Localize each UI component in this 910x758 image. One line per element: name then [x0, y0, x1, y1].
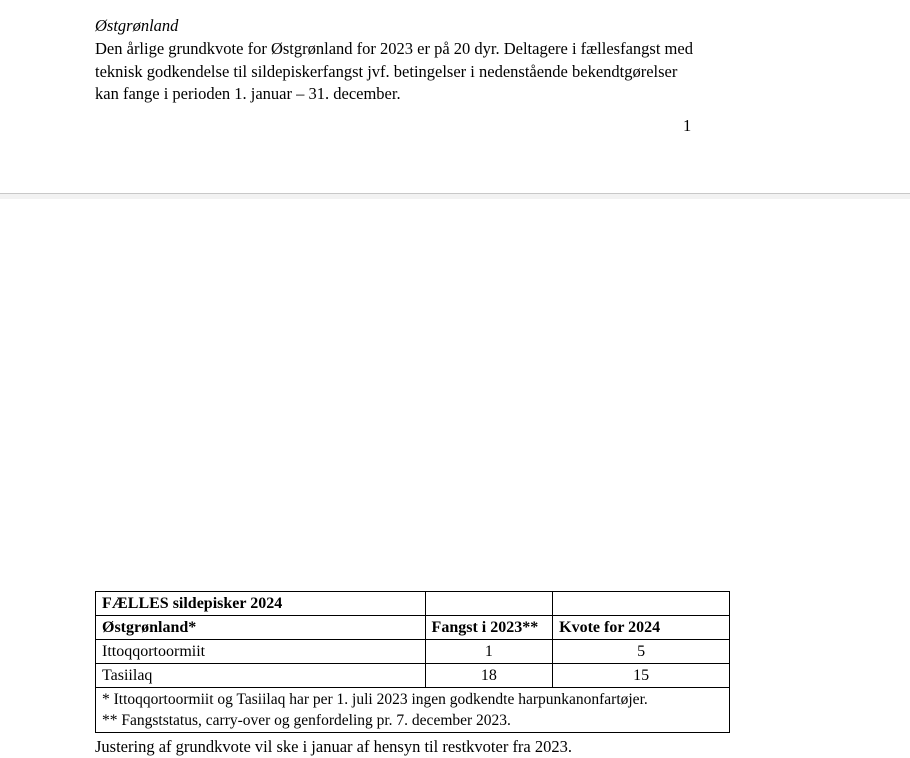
quota-table	[95, 591, 730, 733]
column-header-region: Østgrønland*	[96, 616, 426, 640]
cell-catch: 1	[425, 640, 553, 664]
table-row	[96, 664, 730, 688]
table-title-blank-c	[553, 592, 730, 616]
section-heading: Østgrønland	[95, 16, 179, 35]
closing-paragraph: Justering af grundkvote vil ske i januar af hensyn til restkvoter fra 2023.	[95, 737, 573, 756]
table-row	[96, 640, 730, 664]
table-row-footnotes	[96, 688, 730, 733]
column-header-quota: Kvote for 2024	[553, 616, 730, 640]
column-header-catch: Fangst i 2023**	[425, 616, 553, 640]
cell-catch: 18	[425, 664, 553, 688]
table-row-title	[96, 592, 730, 616]
cell-region: Tasiilaq	[96, 664, 426, 688]
cell-quota: 5	[553, 640, 730, 664]
table-row-header	[96, 616, 730, 640]
page-number: 1	[683, 116, 692, 135]
footnote-single-asterisk: * Ittoqqortoormiit og Tasiilaq har per 1. juli 2023 ingen godkendte harpunkanonfartøjer.	[102, 691, 648, 708]
table-title-blank-b	[425, 592, 553, 616]
intro-paragraph: Den årlige grundkvote for Østgrønland for 2023 er på 20 dyr. Deltagere i fællesfangst med teknisk godkendelse til sildepiskerfangst jvf. betingelser i nedenstående bekendtgørelser kan fange i perioden 1. januar – 31. december.	[95, 39, 693, 103]
footnote-double-asterisk: ** Fangststatus, carry-over og genfordeling pr. 7. december 2023.	[102, 712, 511, 729]
cell-region: Ittoqqortoormiit	[96, 640, 426, 664]
page-bottom-section	[0, 199, 910, 756]
page-top-section	[0, 0, 910, 193]
table-title-cell: FÆLLES sildepisker 2024	[96, 592, 426, 616]
footnotes-cell	[96, 688, 730, 733]
cell-quota: 15	[553, 664, 730, 688]
